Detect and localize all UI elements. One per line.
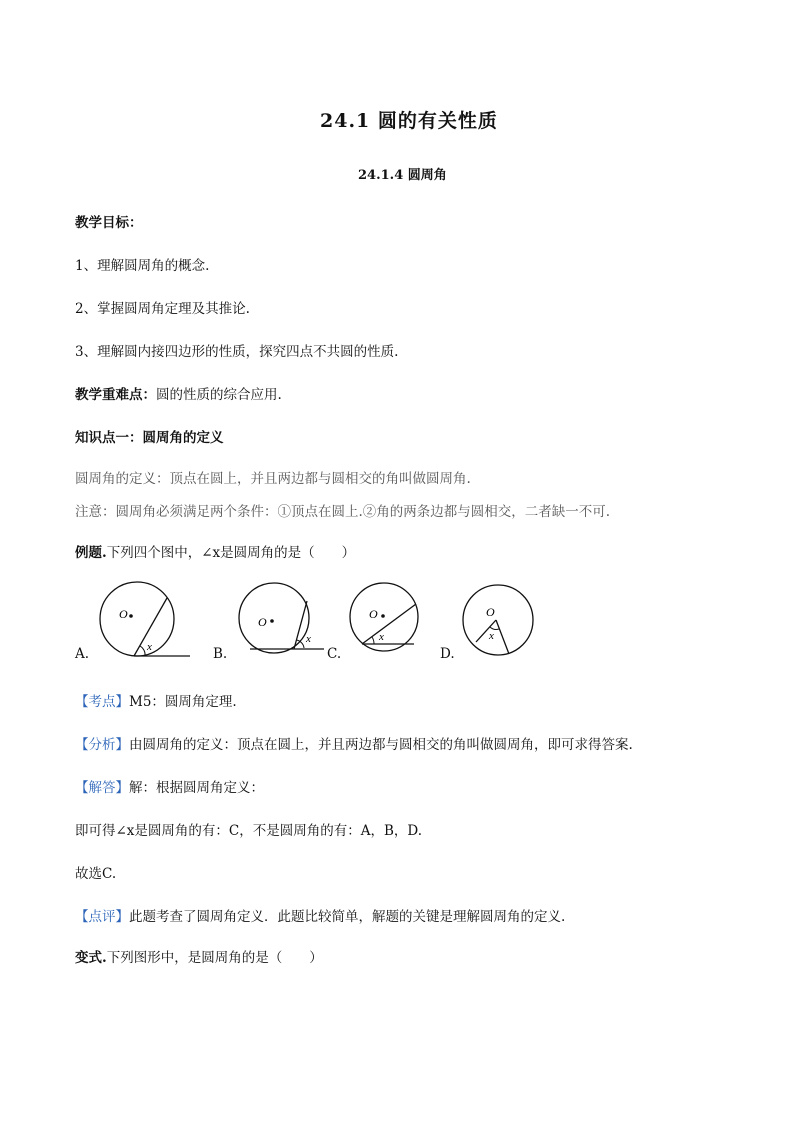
jieda-text: 解：根据圆周角定义： xyxy=(129,780,264,796)
goal-item-3: 3、理解圆内接四边形的性质，探究四点不共圆的性质. xyxy=(75,344,399,360)
section-subtitle: 24.1.4 圆周角 xyxy=(358,168,447,183)
figure-b-label: B. xyxy=(213,646,228,662)
figure-c-angle-label: x xyxy=(379,631,384,643)
fenxi-line xyxy=(75,733,633,753)
figure-b-center-label: O xyxy=(258,615,267,629)
example-label: 例题. xyxy=(75,545,107,561)
example-text: 下列四个图中，∠x是圆周角的是（ ） xyxy=(106,545,356,561)
figure-d-angle-label: x xyxy=(489,630,494,642)
dianping-text: 此题考查了圆周角定义．此题比较简单，解题的关键是理解圆周角的定义. xyxy=(129,909,566,925)
note-text: 注意：圆周角必须满足两个条件：①顶点在圆上.②角的两条边都与圆相交，二者缺一不可. xyxy=(75,504,611,520)
result-line-1: 即可得∠x是圆周角的有：C，不是圆周角的有：A，B，D. xyxy=(75,823,423,839)
fenxi-text: 由圆周角的定义：顶点在圆上，并且两边都与圆相交的角叫做圆周角，即可求得答案. xyxy=(129,737,633,753)
jieda-tag: 【解答】 xyxy=(75,780,129,796)
figure-c xyxy=(342,580,432,665)
example-line xyxy=(75,541,355,561)
kaodian-text: M5：圆周角定理. xyxy=(129,694,237,710)
figure-a xyxy=(92,580,202,665)
kaodian-tag: 【考点】 xyxy=(75,694,129,710)
knowledge-point-heading: 知识点一：圆周角的定义 xyxy=(75,430,224,446)
variant-line xyxy=(75,946,323,966)
definition-text: 圆周角的定义：顶点在圆上，并且两边都与圆相交的角叫做圆周角. xyxy=(75,471,471,487)
key-points-text: 圆的性质的综合应用. xyxy=(156,387,282,403)
goal-item-1: 1、理解圆周角的概念. xyxy=(75,258,210,274)
figure-a-label: A. xyxy=(75,646,90,662)
dianping-line xyxy=(75,905,565,925)
goals-heading: 教学目标： xyxy=(75,215,143,231)
page-title: 24.1 圆的有关性质 xyxy=(320,110,498,132)
jieda-line xyxy=(75,776,264,796)
figure-c-center-label: O xyxy=(369,607,378,621)
figure-d xyxy=(456,580,546,665)
variant-label: 变式. xyxy=(75,950,107,966)
kaodian-line xyxy=(75,690,237,710)
key-points-line xyxy=(75,383,282,403)
figure-b xyxy=(232,580,342,665)
fenxi-tag: 【分析】 xyxy=(75,737,129,753)
goal-item-2: 2、掌握圆周角定理及其推论. xyxy=(75,301,250,317)
figure-a-angle-label: x xyxy=(147,641,152,653)
figure-c-label: C. xyxy=(327,646,342,662)
variant-text: 下列图形中，是圆周角的是（ ） xyxy=(106,950,323,966)
result-line-2: 故选C. xyxy=(75,866,117,882)
figure-b-angle-label: x xyxy=(306,633,311,645)
figure-d-label: D. xyxy=(440,646,455,662)
key-points-label: 教学重难点： xyxy=(75,387,156,403)
figure-d-center-label: O xyxy=(486,605,495,619)
figure-a-center-label: O xyxy=(119,607,128,621)
dianping-tag: 【点评】 xyxy=(75,909,129,925)
